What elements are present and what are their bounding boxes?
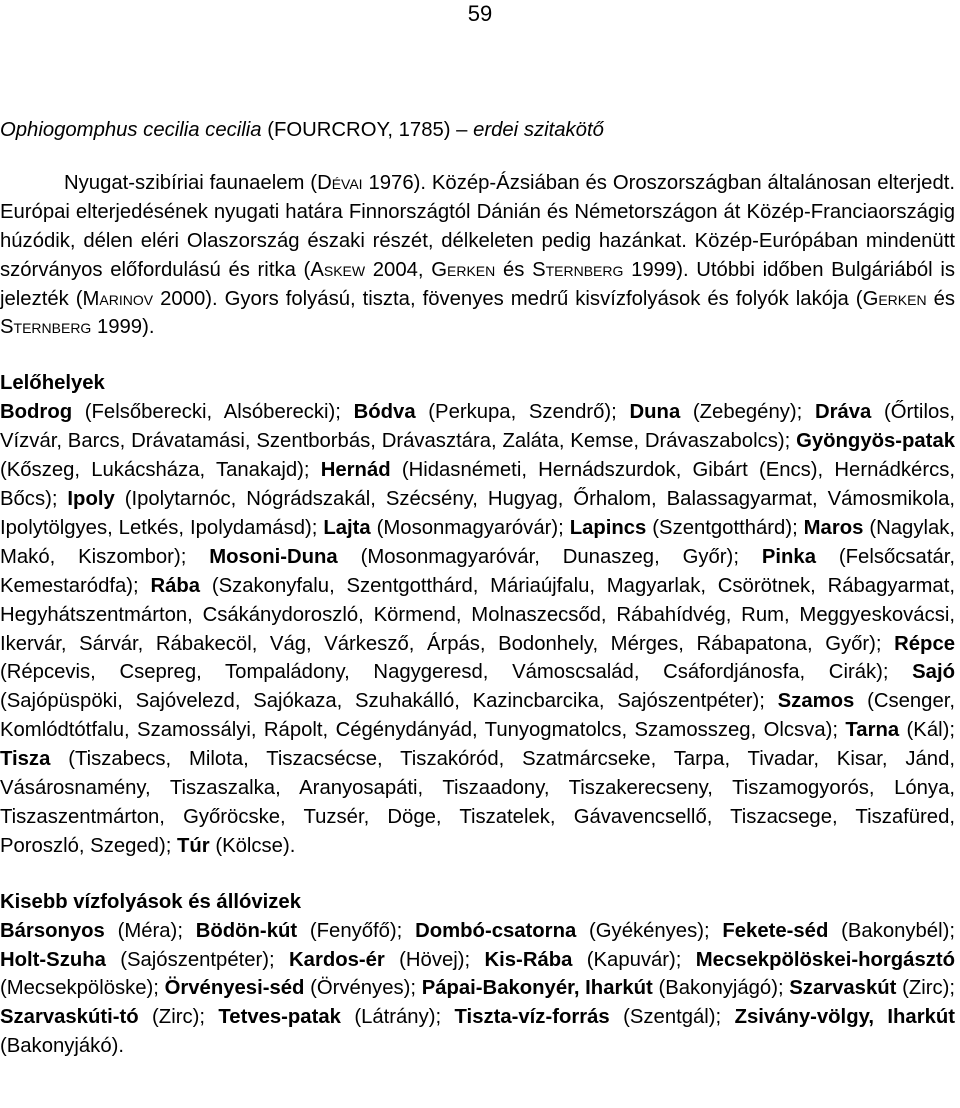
river-name: Túr (177, 834, 210, 857)
river-name: Lajta (323, 516, 371, 539)
river-localities: (Kál); (906, 719, 956, 742)
water-locality: (Bakonyjágó); (652, 977, 790, 1000)
river-name: Sajó (912, 661, 955, 684)
water-name: Kardos-ér (289, 948, 385, 971)
river-name: Répce (894, 632, 955, 655)
spacer (0, 861, 955, 888)
river-localities: (Kőszeg, Lukácsháza, Tanakajd); (0, 459, 321, 482)
river-name: Gyöngyös-patak (796, 430, 955, 453)
water-locality: (Látrány); (340, 1006, 455, 1029)
spacer (0, 342, 955, 369)
localities-paragraph (0, 398, 955, 861)
river-name: Tisza (0, 748, 51, 771)
river-localities: (Csenger, Komlódtótfalu, Szamossályi, Rápolt, Cégénydányád, Tunyogmatolcs, Szamosszeg, Olcsva); (0, 690, 955, 742)
river-localities: (Hidasnémeti, Hernádszurdok, Gibárt (Encs), Hernádkércs, Bőcs); (0, 459, 956, 510)
river-name: Dráva (814, 401, 872, 424)
river-localities: (Szakonyfalu, Szentgotthárd, Máriaújfalu, Magyarlak, Csörötnek, Rábagyarmat, Hegyhátszentmárton, Csákánydoroszló, Körmend, Molnaszecsőd, Rábahídvég, Rum, Meggyeskovácsi, Ikervár, Sárvár, Rábakecöl, Vág, Várkesző, Árpás, Bodonhely, Mérges, Rábapatona, Győr); (0, 574, 955, 655)
water-name: Fekete-séd (722, 919, 829, 942)
page-number: 59 (467, 1, 493, 26)
river-name: Pinka (761, 545, 816, 568)
water-locality: (Gyékényes); (576, 919, 723, 942)
water-locality: (Mecsekpölöske); (0, 977, 165, 1000)
water-locality: (Hövej); (384, 948, 485, 971)
water-locality: (Fenyőfő); (297, 919, 416, 942)
author-citation: Sternberg (0, 316, 92, 339)
water-name: Tetves-patak (218, 1006, 341, 1029)
intro-text: 2000). Gyors folyású, tiszta, fövenyes medrű kisvízfolyások és folyók lakója ( (153, 287, 863, 310)
river-localities: (Ipolytarnóc, Nógrádszakál, Szécsény, Hugyag, Őrhalom, Balassagyarmat, Vámosmikola, Ipolytölgyes, Letkés, Ipolydamásd); (0, 487, 955, 539)
water-locality: (Kapuvár); (572, 948, 696, 971)
water-locality: (Örvényes); (304, 977, 422, 1000)
water-name: Zsivány-völgy, Iharkút (734, 1006, 956, 1029)
water-name: Tiszta-víz-forrás (454, 1006, 610, 1029)
intro-text: 1976). Közép-Ázsiában és Oroszországban általánosan elterjedt. Európai elterjedésének nyugati határa Finnországtól Dánián és Németországon át Közép-Franciaországig húzódik, délen eléri Olaszország északi részét, délkeleten pedig hazánkat. Közép-Európában mindenütt szórványos előfordulású és ritka ( (0, 171, 956, 281)
intro-text: és (926, 287, 956, 310)
river-localities: (Őrtilos, Vízvár, Barcs, Drávatamási, Szentborbás, Drávasztára, Zaláta, Kemse, Drávaszabolcs); (0, 401, 955, 453)
intro-text: 1999). (91, 316, 155, 339)
river-name: Maros (803, 516, 864, 539)
water-locality: (Zirc); (896, 977, 955, 1000)
water-locality: (Bakonybél); (828, 919, 955, 942)
species-name: Ophiogomphus cecilia cecilia (0, 119, 262, 141)
river-localities: (Sajópüspöki, Sajóvelezd, Sajókaza, Szuhakálló, Kazincbarcika, Sajószentpéter); (0, 690, 778, 713)
author-citation: Gerken (431, 258, 496, 281)
river-localities: (Kölcse). (215, 834, 296, 857)
water-name: Kis-Rába (484, 948, 573, 971)
river-localities: (Tiszabecs, Milota, Tiszacsécse, Tiszakóród, Szatmárcseke, Tarpa, Tivadar, Kisar, Jánd, Vásárosnamény, Tiszaszalka, Aranyosapáti, Tiszaadony, Tiszakerecseny, Tiszamogyorós, Lónya, Tiszaszentmárton, Győröcske, Tuzsér, Döge, Tiszatelek, Gávavencsellő, Tiszacsege, Tiszafüred, Poroszló, Szeged); (0, 748, 955, 857)
small-waters-paragraph (0, 917, 955, 1062)
river-name: Lapincs (569, 516, 647, 539)
intro-paragraph (0, 169, 955, 342)
river-localities: (Perkupa, Szendrő); (428, 401, 630, 424)
water-name: Dombó-csatorna (415, 919, 577, 942)
water-name: Bödön-kút (195, 919, 298, 942)
intro-text: 2004, (365, 258, 432, 281)
intro-text: Nyugat-szibíriai faunaelem ( (64, 171, 318, 194)
river-name: Szamos (777, 690, 855, 713)
river-localities: (Mosonmagyaróvár, Dunaszeg, Győr); (360, 545, 762, 568)
river-localities: (Nagylak, Makó, Kiszombor); (0, 516, 956, 568)
river-localities: (Szentgotthárd); (652, 516, 804, 539)
water-name: Örvényesi-séd (164, 977, 305, 1000)
water-locality: (Sajószentpéter); (105, 948, 290, 971)
author-citation: Sternberg (532, 258, 624, 281)
water-name: Bársonyos (0, 919, 105, 942)
river-name: Tarna (845, 719, 900, 742)
author-citation: Marinov (82, 287, 154, 310)
river-name: Rába (150, 574, 201, 597)
localities-heading: Lelőhelyek (0, 372, 105, 395)
author-citation: Askew (310, 258, 366, 281)
river-name: Duna (629, 401, 681, 424)
river-name: Ipoly (67, 487, 115, 510)
water-name: Mecsekpölöskei-horgásztó (695, 948, 956, 971)
water-name: Pápai-Bakonyér, Iharkút (421, 977, 653, 1000)
river-localities: (Felsőcsatár, Kemestaródfa); (0, 545, 955, 597)
species-common-name: erdei szitakötő (473, 119, 604, 141)
water-locality: (Zirc); (138, 1006, 219, 1029)
intro-text: és (495, 258, 533, 281)
water-name: Szarvaskút (789, 977, 897, 1000)
intro-text: 1999). Utóbbi időben Bulgáriából is jelezték ( (0, 258, 955, 310)
river-localities: (Répcevis, Csepreg, Tompaládony, Nagygeresd, Vámoscsalád, Csáfordjánosfa, Cirák); (0, 661, 913, 684)
species-author: (FOURCROY, 1785) (267, 119, 451, 141)
water-locality: (Méra); (104, 919, 196, 942)
water-locality: (Bakonyjákó). (0, 1035, 124, 1058)
river-localities: (Mosonmagyaróvár); (376, 516, 570, 539)
river-localities: (Felsőberecki, Alsóberecki); (84, 401, 354, 424)
river-name: Hernád (320, 459, 391, 482)
page-content (0, 116, 955, 1061)
water-locality: (Szentgál); (609, 1006, 735, 1029)
small-waters-heading: Kisebb vízfolyások és állóvizek (0, 890, 301, 913)
water-name: Holt-Szuha (0, 948, 106, 971)
water-name: Szarvaskúti-tó (0, 1006, 139, 1029)
river-name: Bodrog (0, 401, 73, 424)
title-dash: – (456, 119, 468, 141)
author-citation: Dévai (317, 171, 363, 194)
species-title (0, 116, 955, 145)
river-name: Mosoni-Duna (209, 545, 338, 568)
river-localities: (Zebegény); (692, 401, 815, 424)
river-name: Bódva (353, 401, 416, 424)
author-citation: Gerken (862, 287, 927, 310)
